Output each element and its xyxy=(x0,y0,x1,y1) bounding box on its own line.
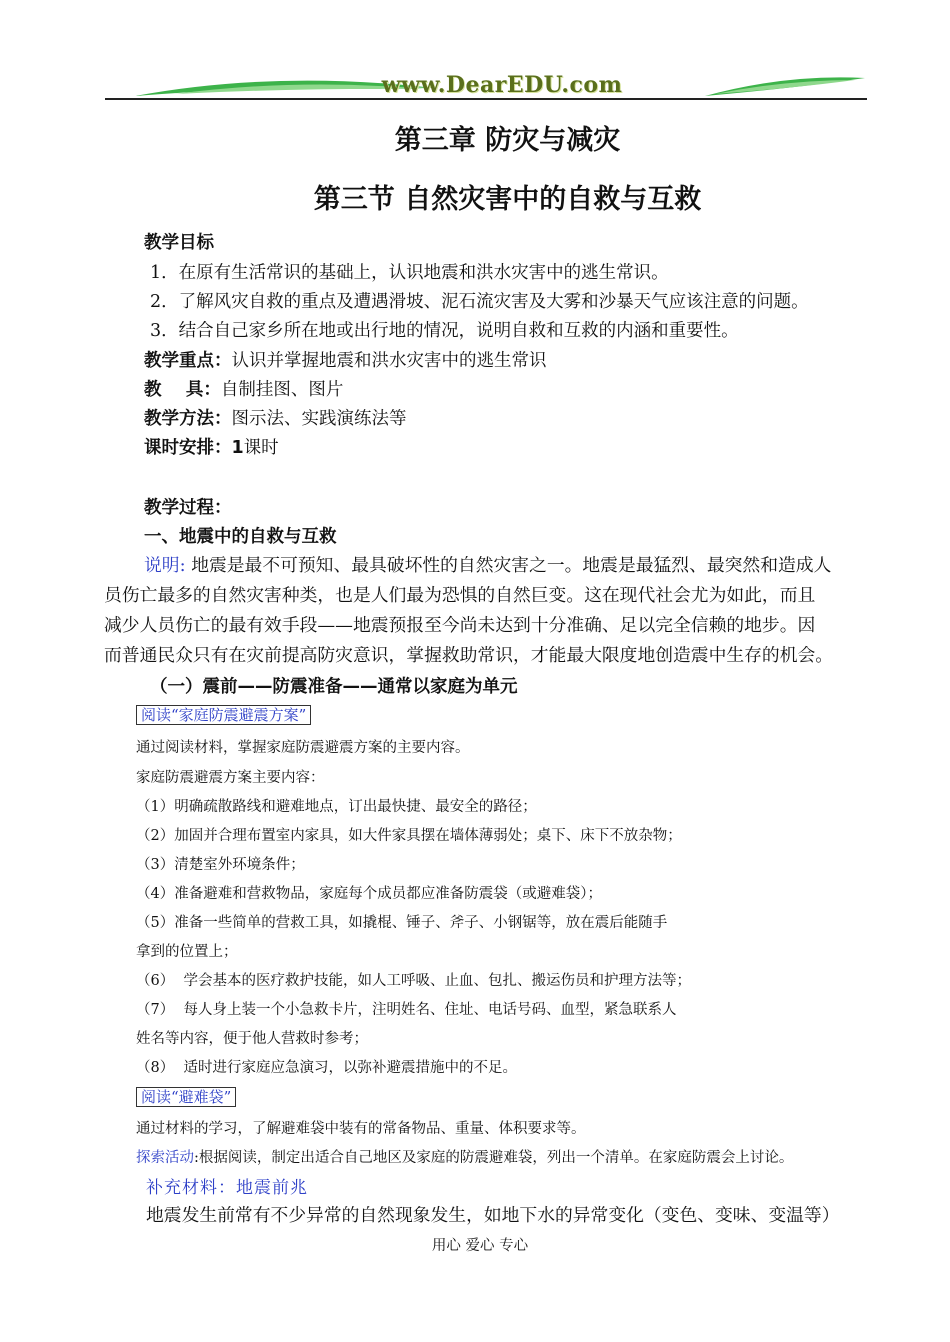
plan-item: 姓名等内容，便于他人营救时参考； xyxy=(136,1031,368,1047)
leaf-swoosh-right-icon xyxy=(705,74,865,98)
section-heading-earthquake: 一、地震中的自救与互救 xyxy=(144,527,337,547)
plan-item: （8） 适时进行家庭应急演习，以弥补避震措施中的不足。 xyxy=(136,1060,517,1076)
plan-item: （2）加固并合理布置室内家具，如大件家具摆在墙体薄弱处；桌下、床下不放杂物； xyxy=(136,828,682,844)
explain-label: 说明: xyxy=(144,555,186,576)
section-title: 第三节 自然灾害中的自救与互救 xyxy=(313,184,702,215)
method-label: 教学方法： xyxy=(144,409,232,429)
supplement-text: 地震发生前常有不少异常的自然现象发生，如地下水的异常变化（变色、变味、变温等） xyxy=(146,1205,840,1226)
read-link-evacuation-bag[interactable]: 阅读“避难袋” xyxy=(136,1087,236,1107)
teaching-method xyxy=(144,405,407,430)
explain-line xyxy=(144,552,831,577)
explore-label: 探索活动 xyxy=(136,1150,194,1166)
plan-item: （5）准备一些简单的营救工具，如撬棍、锤子、斧子、小钢锯等，放在震后能随手 xyxy=(136,915,668,931)
explore-activity xyxy=(136,1146,793,1167)
plan-item: （3）清楚室外环境条件； xyxy=(136,857,305,873)
focus-value: 认识并掌握地震和洪水灾害中的逃生常识 xyxy=(231,351,547,371)
hours-num: 1 xyxy=(231,438,244,458)
page-footer: 用心 爱心 专心 xyxy=(431,1238,529,1254)
focus-label: 教学重点： xyxy=(144,351,232,371)
process-heading: 教学过程： xyxy=(144,498,232,518)
hours-label: 课时安排： xyxy=(144,438,232,458)
read-box-family-plan[interactable] xyxy=(136,704,311,725)
explain-line: 减少人员伤亡的最有效手段——地震预报至今尚未达到十分准确、足以完全信赖的地步。因 xyxy=(104,615,816,636)
header-rule xyxy=(105,98,867,100)
supplement-label: 补充材料：地震前兆 xyxy=(146,1178,308,1198)
hours-unit: 课时 xyxy=(243,438,279,458)
teaching-tools xyxy=(144,376,343,401)
site-logo[interactable]: www.DearEDU.com xyxy=(381,72,623,98)
plan-item: （7） 每人身上装一个小急救卡片，注明姓名、住址、电话号码、血型，紧急联系人 xyxy=(136,1002,677,1018)
explore-text: :根据阅读，制定出适合自己地区及家庭的防震避难袋，列出一个清单。在家庭防震会上讨论。 xyxy=(194,1150,794,1166)
tools-value: 自制挂图、图片 xyxy=(220,380,344,400)
objective-item: 1．在原有生活常识的基础上，认识地震和洪水灾害中的逃生常识。 xyxy=(150,263,669,283)
plan-item: （4）准备避难和营救物品，家庭每个成员都应准备防震袋（或避难袋）； xyxy=(136,886,602,902)
teaching-focus xyxy=(144,347,547,372)
method-value: 图示法、实践演练法等 xyxy=(231,409,407,429)
objective-item: 2．了解风灾自救的重点及遭遇滑坡、泥石流灾害及大雾和沙暴天气应该注意的问题。 xyxy=(150,292,809,312)
plan-item: （6） 学会基本的医疗救护技能，如人工呼吸、止血、包扎、搬运伤员和护理方法等； xyxy=(136,973,691,989)
explain-line: 员伤亡最多的自然灾害种类，也是人们最为恐惧的自然巨变。这在现代社会尤为如此，而且 xyxy=(104,585,816,606)
tools-label: 教 具： xyxy=(144,380,221,400)
read-box-evacuation-bag[interactable] xyxy=(136,1086,236,1107)
read-link-family-plan[interactable]: 阅读“家庭防震避震方案” xyxy=(136,705,311,725)
plan-item: 拿到的位置上； xyxy=(136,944,238,960)
objective-item: 3．结合自己家乡所在地或出行地的情况，说明自救和互救的内涵和重要性。 xyxy=(150,321,739,341)
plan-title: 家庭防震避震方案主要内容： xyxy=(136,770,325,786)
subsection-heading: （一）震前——防震准备——通常以家庭为单元 xyxy=(150,677,518,697)
read-desc: 通过阅读材料，掌握家庭防震避震方案的主要内容。 xyxy=(136,740,470,756)
explain-text: 地震是最不可预知、最具破坏性的自然灾害之一。地震是最猛烈、最突然和造成人 xyxy=(185,555,832,576)
objectives-heading: 教学目标 xyxy=(144,233,214,253)
plan-item: （1）明确疏散路线和避难地点，订出最快捷、最安全的路径； xyxy=(136,799,537,815)
chapter-title: 第三章 防灾与减灾 xyxy=(394,125,621,156)
explain-line: 而普通民众只有在灾前提高防灾意识，掌握救助常识，才能最大限度地创造震中生存的机会。 xyxy=(104,645,834,666)
site-banner xyxy=(105,70,867,104)
class-hours xyxy=(144,434,279,459)
read-desc: 通过材料的学习，了解避难袋中装有的常备物品、重量、体积要求等。 xyxy=(136,1121,586,1137)
